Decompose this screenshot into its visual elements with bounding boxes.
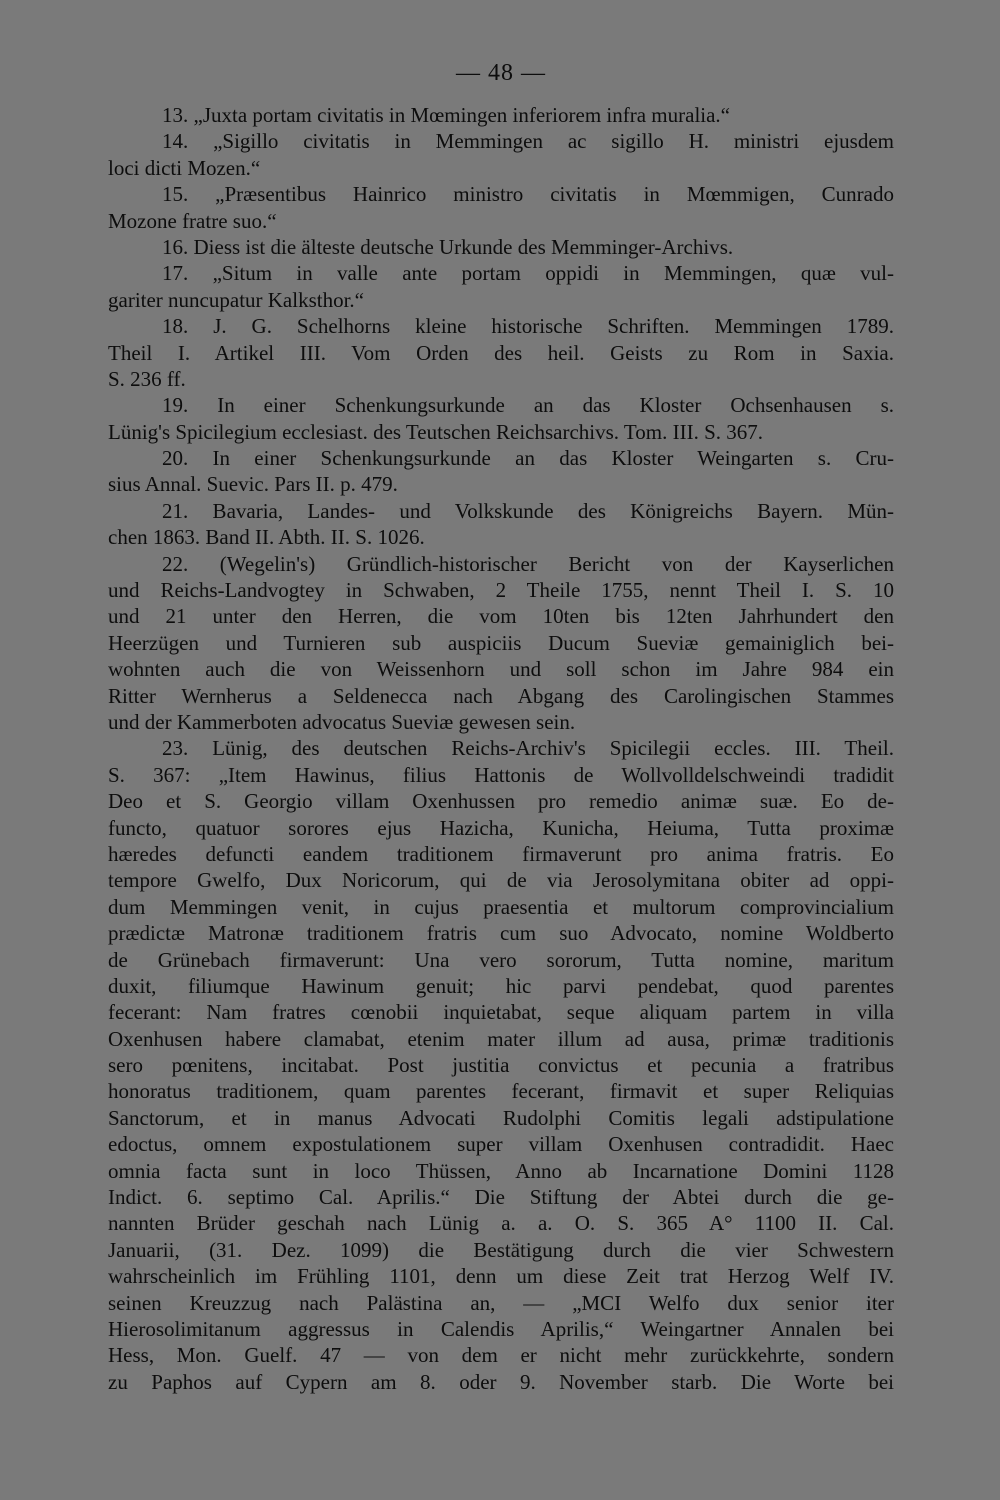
page-number: — 48 —	[456, 60, 546, 86]
text-line: Theil I. Artikel III. Vom Orden des heil. Geists zu Rom in Saxia.	[108, 340, 894, 365]
text-line: fecerant: Nam fratres cœnobii inquietabat, seque aliquam partem in villa	[108, 1000, 894, 1025]
text-line: prædictæ Matronæ traditionem fratris cum suo Advocato, nomine Woldberto	[108, 921, 894, 946]
text-line: tempore Gwelfo, Dux Noricorum, qui de via Jerosolymitana obiter ad oppi-	[108, 868, 894, 893]
text-line: wahrscheinlich im Frühling 1101, denn um diese Zeit trat Herzog Welf IV.	[108, 1264, 894, 1289]
text-line: wohnten auch die von Weissenhorn und soll schon im Jahre 984 ein	[108, 657, 894, 682]
text-line: sius Annal. Suevic. Pars II. p. 479.	[108, 472, 398, 497]
text-line: Sanctorum, et in manus Advocati Rudolphi Comitis legali adstipulatione	[108, 1105, 894, 1130]
text-line: hæredes defuncti eandem traditionem firmaverunt pro anima fratris. Eo	[108, 841, 894, 866]
text-line: Mozone fratre suo.“	[108, 208, 277, 233]
text-line: loci dicti Mozen.“	[108, 155, 261, 180]
text-line: 18. J. G. Schelhorns kleine historische Schriften. Memmingen 1789.	[162, 314, 894, 339]
text-line: 19. In einer Schenkungsurkunde an das Kloster Ochsenhausen s.	[162, 393, 894, 418]
text-line: edoctus, omnem expostulationem super villam Oxenhusen contradidit. Haec	[108, 1132, 894, 1157]
text-line: Hess, Mon. Guelf. 47 — von dem er nicht mehr zurückkehrte, sondern	[108, 1343, 894, 1368]
text-line: und der Kammerboten advocatus Sueviæ gewesen sein.	[108, 709, 576, 734]
text-line: S. 367: „Item Hawinus, filius Hattonis de Wollvolldelschweindi tradidit	[108, 762, 894, 787]
text-line: de Grünebach firmaverunt: Una vero sororum, Tutta nomine, maritum	[108, 947, 894, 972]
text-line: seinen Kreuzzug nach Palästina an, — „MCI Welfo dux senior iter	[108, 1290, 894, 1315]
text-line: Deo et S. Georgio villam Oxenhussen pro remedio animæ suæ. Eo de-	[108, 789, 894, 814]
text-line: Oxenhusen habere clamabat, etenim mater illum ad ausa, primæ traditionis	[108, 1026, 894, 1051]
text-line: 13. „Juxta portam civitatis in Mœmingen inferiorem infra muralia.“	[162, 103, 731, 127]
text-line: functo, quatuor sorores ejus Hazicha, Kunicha, Heiuma, Tutta proximæ	[108, 815, 894, 840]
text-line: dum Memmingen venit, in cujus praesentia et multorum comprovincialium	[108, 894, 894, 919]
text-line: 16. Diess ist die älteste deutsche Urkunde des Memminger-Archivs.	[162, 234, 734, 259]
text-line: nannten Brüder geschah nach Lünig a. a. O. S. 365 A° 1100 II. Cal.	[108, 1211, 894, 1236]
text-line: Lünig's Spicilegium ecclesiast. des Teutschen Reichsarchivs. Tom. III. S. 367.	[108, 419, 764, 444]
text-line: omnia facta sunt in loco Thüssen, Anno ab Incarnatione Domini 1128	[108, 1158, 894, 1183]
text-line: Ritter Wernherus a Seldenecca nach Abgang des Carolingischen Stammes	[108, 683, 894, 708]
text-line: 21. Bavaria, Landes- und Volkskunde des Königreichs Bayern. Mün-	[162, 498, 894, 523]
text-line: und 21 unter den Herren, die vom 10ten bis 12ten Jahrhundert den	[108, 604, 894, 629]
text-line: 17. „Situm in valle ante portam oppidi in Memmingen, quæ vul-	[162, 261, 894, 286]
text-line: gariter nuncupatur Kalksthor.“	[108, 287, 364, 312]
text-line: Heerzügen und Turnieren sub auspiciis Ducum Sueviæ gemainiglich bei-	[108, 630, 894, 655]
text-line: chen 1863. Band II. Abth. II. S. 1026.	[108, 525, 425, 550]
text-line: duxit, filiumque Hawinum genuit; hic parvi pendebat, quod parentes	[108, 973, 894, 998]
text-line: 14. „Sigillo civitatis in Memmingen ac sigillo H. ministri ejusdem	[162, 129, 894, 154]
text-line: Januarii, (31. Dez. 1099) die Bestätigung durch die vier Schwestern	[108, 1237, 894, 1262]
text-line: S. 236 ff.	[108, 366, 186, 391]
text-line: 23. Lünig, des deutschen Reichs-Archiv's Spicilegii eccles. III. Theil.	[162, 736, 894, 761]
text-body	[108, 102, 894, 1395]
text-line: Hierosolimitanum aggressus in Calendis Aprilis,“ Weingartner Annalen bei	[108, 1316, 894, 1341]
text-line: honoratus traditionem, quam parentes fecerant, firmavit et super Reliquias	[108, 1079, 894, 1104]
text-line: sero pœnitens, incitabat. Post justitia convictus et pecunia a fratribus	[108, 1053, 894, 1078]
text-line: 15. „Præsentibus Hainrico ministro civitatis in Mœmmigen, Cunrado	[162, 182, 894, 207]
text-line: 20. In einer Schenkungsurkunde an das Kloster Weingarten s. Cru-	[162, 446, 894, 471]
document-page	[108, 56, 894, 1395]
text-line: 22. (Wegelin's) Gründlich-historischer Bericht von der Kayserlichen	[162, 551, 894, 576]
text-line: Indict. 6. septimo Cal. Aprilis.“ Die Stiftung der Abtei durch die ge-	[108, 1185, 894, 1210]
text-line: und Reichs-Landvogtey in Schwaben, 2 Theile 1755, nennt Theil I. S. 10	[108, 578, 894, 603]
text-line: zu Paphos auf Cypern am 8. oder 9. November starb. Die Worte bei	[108, 1369, 894, 1394]
